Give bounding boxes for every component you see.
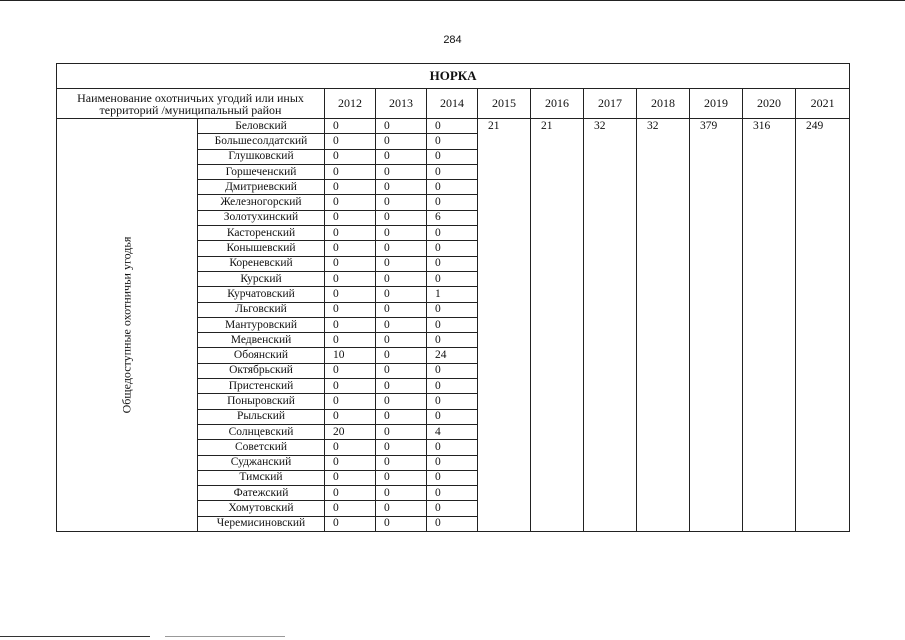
- year-header: 2018: [637, 89, 690, 119]
- district-name: Кореневский: [198, 256, 325, 271]
- value-cell-2014: 6: [427, 210, 478, 225]
- value-cell-2012: 0: [325, 271, 376, 286]
- district-name: Медвенский: [198, 333, 325, 348]
- value-cell-2012: 0: [325, 241, 376, 256]
- aggregate-cell-2017: 32: [584, 119, 637, 532]
- value-cell-2014: 0: [427, 333, 478, 348]
- value-cell-2013: 0: [376, 134, 427, 149]
- value-cell-2012: 0: [325, 333, 376, 348]
- value-cell-2014: 0: [427, 317, 478, 332]
- value-cell-2013: 0: [376, 149, 427, 164]
- value-cell-2013: 0: [376, 394, 427, 409]
- value-cell-2014: 0: [427, 501, 478, 516]
- district-name: Касторенский: [198, 226, 325, 241]
- aggregate-cell-2021: 249: [796, 119, 850, 532]
- value-cell-2014: 0: [427, 516, 478, 531]
- value-cell-2013: 0: [376, 195, 427, 210]
- table-row: [57, 119, 850, 134]
- value-cell-2013: 0: [376, 180, 427, 195]
- district-name: Советский: [198, 440, 325, 455]
- district-name: Черемисиновский: [198, 516, 325, 531]
- value-cell-2012: 0: [325, 379, 376, 394]
- value-cell-2013: 0: [376, 516, 427, 531]
- value-cell-2012: 0: [325, 516, 376, 531]
- year-header: 2021: [796, 89, 850, 119]
- district-name: Глушковский: [198, 149, 325, 164]
- district-name: Курский: [198, 271, 325, 286]
- district-name: Горшеченский: [198, 164, 325, 179]
- value-cell-2012: 0: [325, 195, 376, 210]
- header-row: [57, 89, 850, 119]
- district-name: Рыльский: [198, 409, 325, 424]
- value-cell-2012: 0: [325, 226, 376, 241]
- district-name: Курчатовский: [198, 287, 325, 302]
- district-name: Солнцевский: [198, 424, 325, 439]
- table-body: [57, 119, 850, 532]
- value-cell-2012: 20: [325, 424, 376, 439]
- bottom-rule-secondary: [165, 636, 285, 637]
- value-cell-2012: 0: [325, 486, 376, 501]
- year-header: 2019: [690, 89, 743, 119]
- value-cell-2014: 0: [427, 195, 478, 210]
- value-cell-2013: 0: [376, 317, 427, 332]
- value-cell-2012: 0: [325, 501, 376, 516]
- value-cell-2012: 0: [325, 119, 376, 134]
- district-name: Хомутовский: [198, 501, 325, 516]
- district-name: Железногорский: [198, 195, 325, 210]
- district-name: Конышевский: [198, 241, 325, 256]
- district-name: Золотухинский: [198, 210, 325, 225]
- aggregate-cell-2016: 21: [531, 119, 584, 532]
- value-cell-2014: 0: [427, 241, 478, 256]
- value-cell-2012: 0: [325, 302, 376, 317]
- value-cell-2014: 0: [427, 256, 478, 271]
- district-name: Октябрьский: [198, 363, 325, 378]
- value-cell-2014: 24: [427, 348, 478, 363]
- district-name: Суджанский: [198, 455, 325, 470]
- value-cell-2012: 0: [325, 470, 376, 485]
- value-cell-2014: 0: [427, 470, 478, 485]
- district-name: Беловский: [198, 119, 325, 134]
- value-cell-2014: 0: [427, 455, 478, 470]
- value-cell-2013: 0: [376, 210, 427, 225]
- value-cell-2012: 0: [325, 256, 376, 271]
- year-header: 2014: [427, 89, 478, 119]
- value-cell-2013: 0: [376, 256, 427, 271]
- value-cell-2013: 0: [376, 501, 427, 516]
- value-cell-2013: 0: [376, 440, 427, 455]
- value-cell-2013: 0: [376, 302, 427, 317]
- year-header: 2012: [325, 89, 376, 119]
- district-name: Поныровский: [198, 394, 325, 409]
- value-cell-2014: 0: [427, 486, 478, 501]
- value-cell-2012: 0: [325, 164, 376, 179]
- value-cell-2013: 0: [376, 226, 427, 241]
- value-cell-2012: 0: [325, 180, 376, 195]
- district-name: Пристенский: [198, 379, 325, 394]
- value-cell-2014: 0: [427, 119, 478, 134]
- value-cell-2014: 0: [427, 363, 478, 378]
- district-name: Фатежский: [198, 486, 325, 501]
- header-name-line2: территорий /муниципальный район: [99, 102, 282, 117]
- district-name: Обоянский: [198, 348, 325, 363]
- category-cell: [57, 119, 198, 532]
- year-header: 2017: [584, 89, 637, 119]
- value-cell-2014: 0: [427, 409, 478, 424]
- value-cell-2014: 0: [427, 180, 478, 195]
- value-cell-2013: 0: [376, 271, 427, 286]
- value-cell-2012: 0: [325, 149, 376, 164]
- year-header: 2016: [531, 89, 584, 119]
- aggregate-cell-2020: 316: [743, 119, 796, 532]
- value-cell-2014: 0: [427, 149, 478, 164]
- bottom-rule: [0, 636, 150, 637]
- value-cell-2013: 0: [376, 363, 427, 378]
- aggregate-cell-2015: 21: [478, 119, 531, 532]
- value-cell-2013: 0: [376, 287, 427, 302]
- value-cell-2012: 0: [325, 440, 376, 455]
- value-cell-2014: 0: [427, 164, 478, 179]
- value-cell-2014: 4: [427, 424, 478, 439]
- aggregate-cell-2019: 379: [690, 119, 743, 532]
- value-cell-2012: 0: [325, 394, 376, 409]
- value-cell-2013: 0: [376, 119, 427, 134]
- value-cell-2012: 0: [325, 287, 376, 302]
- value-cell-2012: 0: [325, 134, 376, 149]
- district-name: Тимский: [198, 470, 325, 485]
- table-title: НОРКА: [57, 64, 850, 89]
- value-cell-2012: 0: [325, 210, 376, 225]
- value-cell-2013: 0: [376, 379, 427, 394]
- value-cell-2013: 0: [376, 348, 427, 363]
- value-cell-2012: 0: [325, 363, 376, 378]
- value-cell-2013: 0: [376, 470, 427, 485]
- value-cell-2012: 10: [325, 348, 376, 363]
- district-name: Льговский: [198, 302, 325, 317]
- year-header: 2015: [478, 89, 531, 119]
- header-name-line1: Наименование охотничьих угодий или иных: [77, 90, 304, 105]
- mink-table: [56, 63, 850, 532]
- district-name: Мантуровский: [198, 317, 325, 332]
- value-cell-2014: 1: [427, 287, 478, 302]
- year-header: 2013: [376, 89, 427, 119]
- aggregate-cell-2018: 32: [637, 119, 690, 532]
- value-cell-2012: 0: [325, 409, 376, 424]
- category-label: Общедоступные охотничьи угодья: [119, 236, 134, 414]
- value-cell-2012: 0: [325, 317, 376, 332]
- page-number: 284: [443, 34, 462, 46]
- value-cell-2014: 0: [427, 302, 478, 317]
- top-rule: [0, 0, 905, 1]
- value-cell-2013: 0: [376, 241, 427, 256]
- district-name: Дмитриевский: [198, 180, 325, 195]
- value-cell-2013: 0: [376, 409, 427, 424]
- value-cell-2014: 0: [427, 226, 478, 241]
- value-cell-2013: 0: [376, 455, 427, 470]
- value-cell-2014: 0: [427, 440, 478, 455]
- value-cell-2014: 0: [427, 394, 478, 409]
- header-name-cell: [57, 89, 325, 119]
- value-cell-2012: 0: [325, 455, 376, 470]
- value-cell-2014: 0: [427, 134, 478, 149]
- value-cell-2013: 0: [376, 333, 427, 348]
- value-cell-2013: 0: [376, 424, 427, 439]
- value-cell-2014: 0: [427, 271, 478, 286]
- value-cell-2013: 0: [376, 164, 427, 179]
- value-cell-2013: 0: [376, 486, 427, 501]
- year-header: 2020: [743, 89, 796, 119]
- district-name: Большесолдатский: [198, 134, 325, 149]
- value-cell-2014: 0: [427, 379, 478, 394]
